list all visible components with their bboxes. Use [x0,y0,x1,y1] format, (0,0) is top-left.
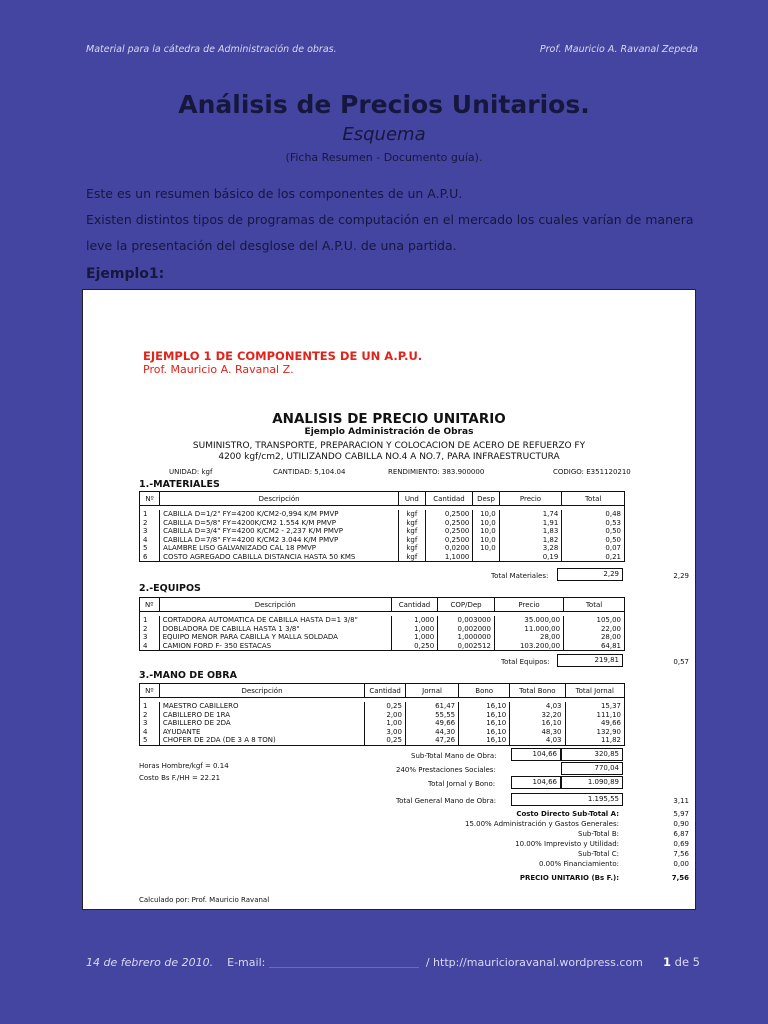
sheet-red-title: EJEMPLO 1 DE COMPONENTES DE UN A.P.U. [143,349,423,363]
col-header: Cantidad [365,684,406,698]
col-header: Nº [140,492,160,506]
table-row [140,633,625,642]
section-mano-obra: 3.-MANO DE OBRA [139,670,237,681]
cell: 2 [140,625,160,634]
cell: 61,47 [405,702,458,711]
col-header: Nº [140,598,160,612]
cell: 1,1000 [425,553,473,562]
table-row [140,642,625,651]
col-header: Desp [473,492,499,506]
col-header: COP/Dep [438,598,495,612]
cell: 3,00 [365,728,406,737]
cell: 1,000000 [438,633,495,642]
cell: 3 [140,633,160,642]
table-row [140,510,625,519]
cell: 10,0 [473,527,499,536]
cell: 55,55 [405,711,458,720]
cell: ALAMBRE LISO GALVANIZADO CAL 18 PMVP [160,544,399,553]
cell: 16,10 [459,719,510,728]
cell: CHOFER DE 2DA (DE 3 A 8 TON) [159,736,364,745]
prestaciones-label: 240% Prestaciones Sociales: [396,766,496,774]
mano-obra-unit-value: 3,11 [673,797,689,805]
cell: 1 [140,510,160,519]
equipos-table [139,597,625,651]
cell: 0,25 [365,736,406,745]
summary-value: 0,90 [673,820,689,828]
subtotal-bono-value: 104,66 [511,748,561,761]
table-row [140,544,625,553]
total-general-mano-obra-label: Total General Mano de Obra: [396,797,497,805]
cell: CABILLA D=5/8" FY=4200K/CM2 1.554 K/M PMVP [160,519,399,528]
cell: 64,81 [564,642,625,651]
cell: 44,30 [405,728,458,737]
footer-email-link[interactable] [269,958,419,968]
page-number [663,955,700,969]
sheet-sub-title: Ejemplo Administración de Obras [304,427,474,437]
cell: 32,20 [510,711,565,720]
total-equipos-value: 219,81 [557,654,623,667]
cell: 1 [140,702,160,711]
col-header: Total [562,492,625,506]
meta-unidad: UNIDAD: kgf [169,468,213,476]
col-header: Precio [499,492,562,506]
cell: kgf [399,553,426,562]
cell: 10,0 [473,536,499,545]
table-row [140,728,625,737]
cell: 10,0 [473,510,499,519]
cell: 28,00 [494,633,563,642]
cell: EQUIPO MENOR PARA CABILLA Y MALLA SOLDADA [159,633,391,642]
cell: 0,2500 [425,527,473,536]
summary-label: PRECIO UNITARIO (Bs F.): [519,874,619,882]
cell: 0,250 [391,642,437,651]
cell: 0,2500 [425,536,473,545]
total-general-mano-obra-value: 1.195,55 [511,793,623,806]
col-header: Precio [494,598,563,612]
cell: MAESTRO CABILLERO [159,702,364,711]
cell: DOBLADORA DE CABILLA HASTA 1 3/8" [159,625,391,634]
cell: COSTO AGREGADO CABILLA DISTANCIA HASTA 50 KMS [160,553,399,562]
cell: 2 [140,519,160,528]
total-jornal-bono-label: Total Jornal y Bono: [428,780,496,788]
summary-value: 5,97 [673,810,689,818]
table-row [140,536,625,545]
cell [473,553,499,562]
cell: 0,19 [499,553,562,562]
cell: 0,53 [562,519,625,528]
cell: kgf [399,544,426,553]
col-header: Total [564,598,625,612]
col-header: Cantidad [425,492,473,506]
summary-label: 0.00% Financiamiento: [538,860,619,868]
calculado-por: Calculado por: Prof. Mauricio Ravanal [139,896,270,904]
cell: 0,07 [562,544,625,553]
table-row [140,527,625,536]
summary-value: 6,87 [673,830,689,838]
cell: 0,0200 [425,544,473,553]
cell: 16,10 [510,719,565,728]
col-header: Descripción [159,598,391,612]
apu-sheet-image [82,289,696,910]
cell: 2,00 [365,711,406,720]
cell: 1,000 [391,616,437,625]
paragraph-line: Existen distintos tipos de programas de computación en el mercado los cuales varían de manera [86,212,694,227]
footer-email-label: E-mail: [227,956,266,969]
cell: 2 [140,711,160,720]
cell: CABILLA D=7/8" FY=4200 K/CM2 3.044 K/M PMVP [160,536,399,545]
cell: kgf [399,536,426,545]
cell: kgf [399,510,426,519]
col-header: Cantidad [391,598,437,612]
cell: 0,50 [562,536,625,545]
footer: 14 de febrero de 2010. E-mail: / http://mauricioravanal.wordpress.com [86,956,643,969]
mano-obra-table [139,683,625,746]
sheet-desc-line2: 4200 kgf/cm2, UTILIZANDO CABILLA NO.4 A NO.7, PARA INFRAESTRUCTURA [218,452,560,462]
cell: 16,10 [459,702,510,711]
table-row [140,553,625,562]
cell: 1,00 [365,719,406,728]
col-header: Bono [459,684,510,698]
cell: 5 [140,544,160,553]
col-header: Descripción [159,684,364,698]
equipos-unit-value: 0,57 [673,658,689,666]
meta-cantidad: CANTIDAD: 5,104.04 [273,468,346,476]
cell: 3 [140,527,160,536]
footer-date: 14 de febrero de 2010. [86,956,214,969]
cell: 11,82 [565,736,625,745]
horas-hombre: Horas Hombre/kgf = 0.14 [139,762,229,770]
summary-label: 15.00% Administración y Gastos Generales: [465,820,619,828]
cell: CORTADORA AUTOMATICA DE CABILLA HASTA D=1 3/8" [159,616,391,625]
col-header: Nº [140,684,160,698]
total-materiales-label: Total Materiales: [491,572,549,580]
cell: 0,2500 [425,519,473,528]
sheet-red-author: Prof. Mauricio A. Ravanal Z. [143,363,294,376]
cell: 0,002000 [438,625,495,634]
summary-label: Costo Directo Sub-Total A: [516,810,619,818]
table-row [140,719,625,728]
cell: 0,003000 [438,616,495,625]
cell: AYUDANTE [159,728,364,737]
cell: 15,37 [565,702,625,711]
total-jb-jornal-value: 1.090,89 [561,776,623,789]
cell: 49,66 [565,719,625,728]
col-header: Descripción [160,492,399,506]
cell: 1,83 [499,527,562,536]
cell: 11.000,00 [494,625,563,634]
summary-value: 7,56 [673,850,689,858]
col-header: Total Jornal [565,684,625,698]
col-header: Total Bono [510,684,565,698]
cell: 4,03 [510,702,565,711]
meta-codigo: CODIGO: E351120210 [553,468,631,476]
col-header: Und [399,492,426,506]
cell: 1,91 [499,519,562,528]
cell: 22,00 [564,625,625,634]
cell: 4,03 [510,736,565,745]
summary-value: 7,56 [671,874,689,882]
costo-hh: Costo Bs F./HH = 22.21 [139,774,221,782]
table-row [140,711,625,720]
sheet-main-title: ANALISIS DE PRECIO UNITARIO [272,411,506,427]
cell: 103.200,00 [494,642,563,651]
cell: CABILLERO DE 1RA [159,711,364,720]
total-materiales-value: 2,29 [557,568,623,581]
paragraph-line: Este es un resumen básico de los componentes de un A.P.U. [86,186,463,201]
cell: 1 [140,616,160,625]
table-row [140,519,625,528]
page-subtitle: Esquema [342,124,426,145]
cell: 1,000 [391,633,437,642]
example-heading: Ejemplo1: [86,266,165,282]
summary-value: 0,00 [673,860,689,868]
summary-label: 10.00% Imprevisto y Utilidad: [515,840,619,848]
cell: 1,000 [391,625,437,634]
cell: 1,82 [499,536,562,545]
subtotal-jornal-value: 320,85 [561,748,623,761]
cell: 3,28 [499,544,562,553]
section-equipos: 2.-EQUIPOS [139,583,201,594]
cell: 0,2500 [425,510,473,519]
cell: 111,10 [565,711,625,720]
cell: 16,10 [459,728,510,737]
prestaciones-value: 770,04 [561,762,623,775]
cell: 0,48 [562,510,625,519]
cell: 48,30 [510,728,565,737]
footer-url-link[interactable]: http://mauricioravanal.wordpress.com [433,956,643,969]
cell: 0,21 [562,553,625,562]
total-equipos-label: Total Equipos: [501,658,550,666]
cell: 4 [140,728,160,737]
cell: kgf [399,527,426,536]
summary-value: 0,69 [673,840,689,848]
cell: kgf [399,519,426,528]
paragraph-line: leve la presentación del desglose del A.P.U. de una partida. [86,238,457,253]
cell: 0,50 [562,527,625,536]
cell: CAMION FORD F- 350 ESTACAS [159,642,391,651]
table-row [140,702,625,711]
header-left: Material para la cátedra de Administración de obras. [86,44,337,55]
page-total: de 5 [674,955,700,969]
sheet-desc-line1: SUMINISTRO, TRANSPORTE, PREPARACION Y COLOCACION DE ACERO DE REFUERZO FY [192,441,586,451]
summary-label: Sub-Total B: [578,830,619,838]
cell: 132,90 [565,728,625,737]
materiales-table [139,491,625,562]
cell: 0,002512 [438,642,495,651]
cell: 3 [140,719,160,728]
col-header: Jornal [405,684,458,698]
cell: 0,25 [365,702,406,711]
cell: 6 [140,553,160,562]
cell: 28,00 [564,633,625,642]
cell: 105,00 [564,616,625,625]
cell: CABILLERO DE 2DA [159,719,364,728]
cell: 4 [140,642,160,651]
cell: 4 [140,536,160,545]
cell: 49,66 [405,719,458,728]
materiales-unit-value: 2,29 [673,572,689,580]
total-jb-bono-value: 104,66 [511,776,561,789]
cell: 5 [140,736,160,745]
cell: 10,0 [473,519,499,528]
table-row [140,616,625,625]
cell: 35.000,00 [494,616,563,625]
summary-label: Sub-Total C: [577,850,619,858]
cell: 10,0 [473,544,499,553]
cell: 1,74 [499,510,562,519]
header-right: Prof. Mauricio A. Ravanal Zepeda [539,44,698,55]
table-row [140,625,625,634]
section-materiales: 1.-MATERIALES [139,479,220,490]
page-current: 1 [662,955,671,969]
cell: 47,26 [405,736,458,745]
page-subnote: (Ficha Resumen - Documento guía). [285,151,483,164]
subtotal-mano-obra-label: Sub-Total Mano de Obra: [411,752,497,760]
cell: 16,10 [459,711,510,720]
page-title: Análisis de Precios Unitarios. [178,90,590,119]
cell: 16,10 [459,736,510,745]
table-row [140,736,625,745]
cell: CABILLA D=3/4" FY=4200 K/CM2 - 2,237 K/M PMVP [160,527,399,536]
meta-rendimiento: RENDIMIENTO: 383.900000 [388,468,485,476]
cell: CABILLA D=1/2" FY=4200 K/CM2-0,994 K/M PMVP [160,510,399,519]
